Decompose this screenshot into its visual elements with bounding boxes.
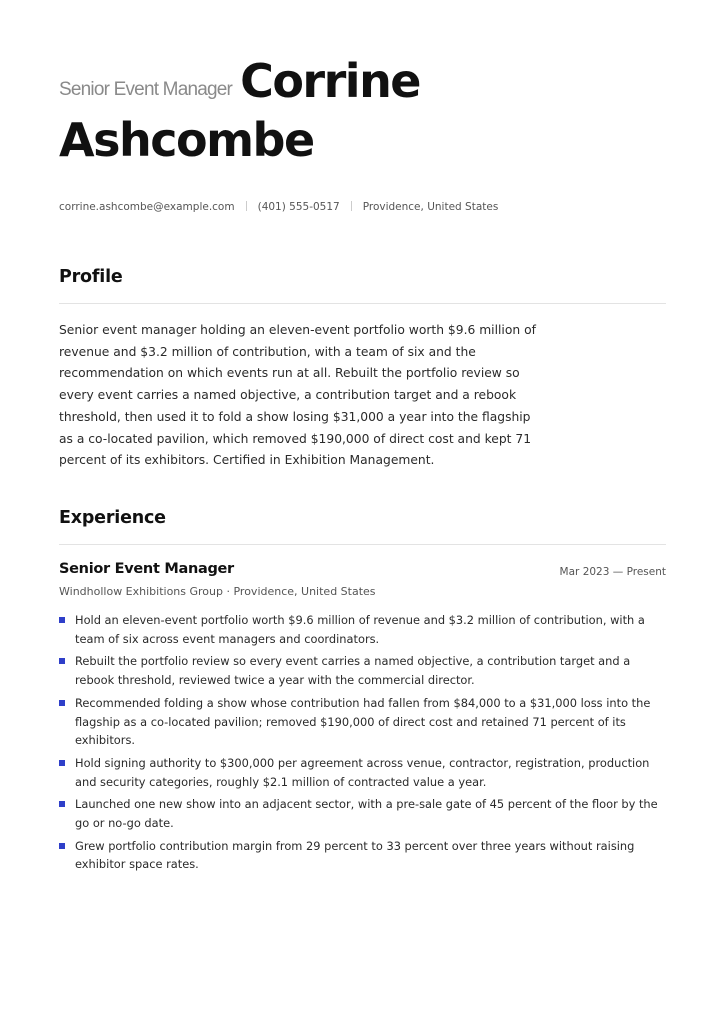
job-bullet-list <box>59 611 666 878</box>
first-name: Corrine <box>240 54 421 108</box>
job-title: Senior Event Manager <box>59 561 234 577</box>
job-bullet <box>59 795 666 832</box>
job-bullet <box>59 694 666 750</box>
bullet-square-icon <box>59 700 65 706</box>
job-bullet-text: Hold signing authority to $300,000 per agreement across venue, contractor, registration, production and security categories, roughly $2.1 million of contracted value a year. <box>75 755 650 789</box>
contact-email[interactable]: corrine.ashcombe@example.com <box>59 201 235 213</box>
experience-divider <box>59 544 666 545</box>
job-bullet-text: Grew portfolio contribution margin from 29 percent to 33 percent over three years without raising exhibitor space rates. <box>75 838 635 872</box>
job-dates: Mar 2023 — Present <box>559 566 666 578</box>
profile-heading: Profile <box>59 267 123 287</box>
contact-line <box>59 201 498 213</box>
resume-header <box>59 56 666 165</box>
job-bullet-text: Recommended folding a show whose contribution had fallen from $84,000 to a $31,000 loss into the flagship as a co-located pavilion; removed $190,000 of direct cost and retained 71 percent of its exhibitors. <box>75 695 651 748</box>
bullet-square-icon <box>59 801 65 807</box>
job-bullet <box>59 754 666 791</box>
last-name-line <box>59 115 666 165</box>
contact-phone[interactable]: (401) 555-0517 <box>257 201 340 213</box>
bullet-square-icon <box>59 760 65 766</box>
job-bullet <box>59 652 666 689</box>
bullet-square-icon <box>59 658 65 664</box>
contact-separator <box>351 201 352 211</box>
contact-separator <box>246 201 247 211</box>
bullet-square-icon <box>59 617 65 623</box>
contact-location: Providence, United States <box>362 201 499 213</box>
job-bullet <box>59 611 666 648</box>
name-line <box>59 56 666 115</box>
profile-divider <box>59 303 666 304</box>
profile-text: Senior event manager holding an eleven-event portfolio worth $9.6 million of revenue and $3.2 million of contribution, with a team of six and the recommendation on which events run at all. Rebuilt the portfolio review so every event carries a named objective, a contribution target and a rebook threshold, then used it to fold a show losing $31,000 a year into the flagship as a co-located pavilion, which removed $190,000 of direct cost and kept 71 percent of its exhibitors. Certified in Exhibition Management. <box>59 323 536 468</box>
job-bullet <box>59 837 666 874</box>
job-organization: Windhollow Exhibitions Group · Providence, United States <box>59 585 376 598</box>
last-name: Ashcombe <box>59 113 314 167</box>
job-subtitle: Senior Event Manager <box>59 79 233 100</box>
job-bullet-text: Launched one new show into an adjacent sector, with a pre-sale gate of 45 percent of the floor by the go or no-go date. <box>75 797 658 831</box>
job-bullet-text: Hold an eleven-event portfolio worth $9.6 million of revenue and $3.2 million of contribution, with a team of six across event managers and coordinators. <box>75 613 645 646</box>
bullet-square-icon <box>59 843 65 849</box>
job-bullet-text: Rebuilt the portfolio review so every event carries a named objective, a contribution target and a rebook threshold, reviewed twice a year with the commercial director. <box>75 654 631 688</box>
experience-heading: Experience <box>59 508 166 528</box>
